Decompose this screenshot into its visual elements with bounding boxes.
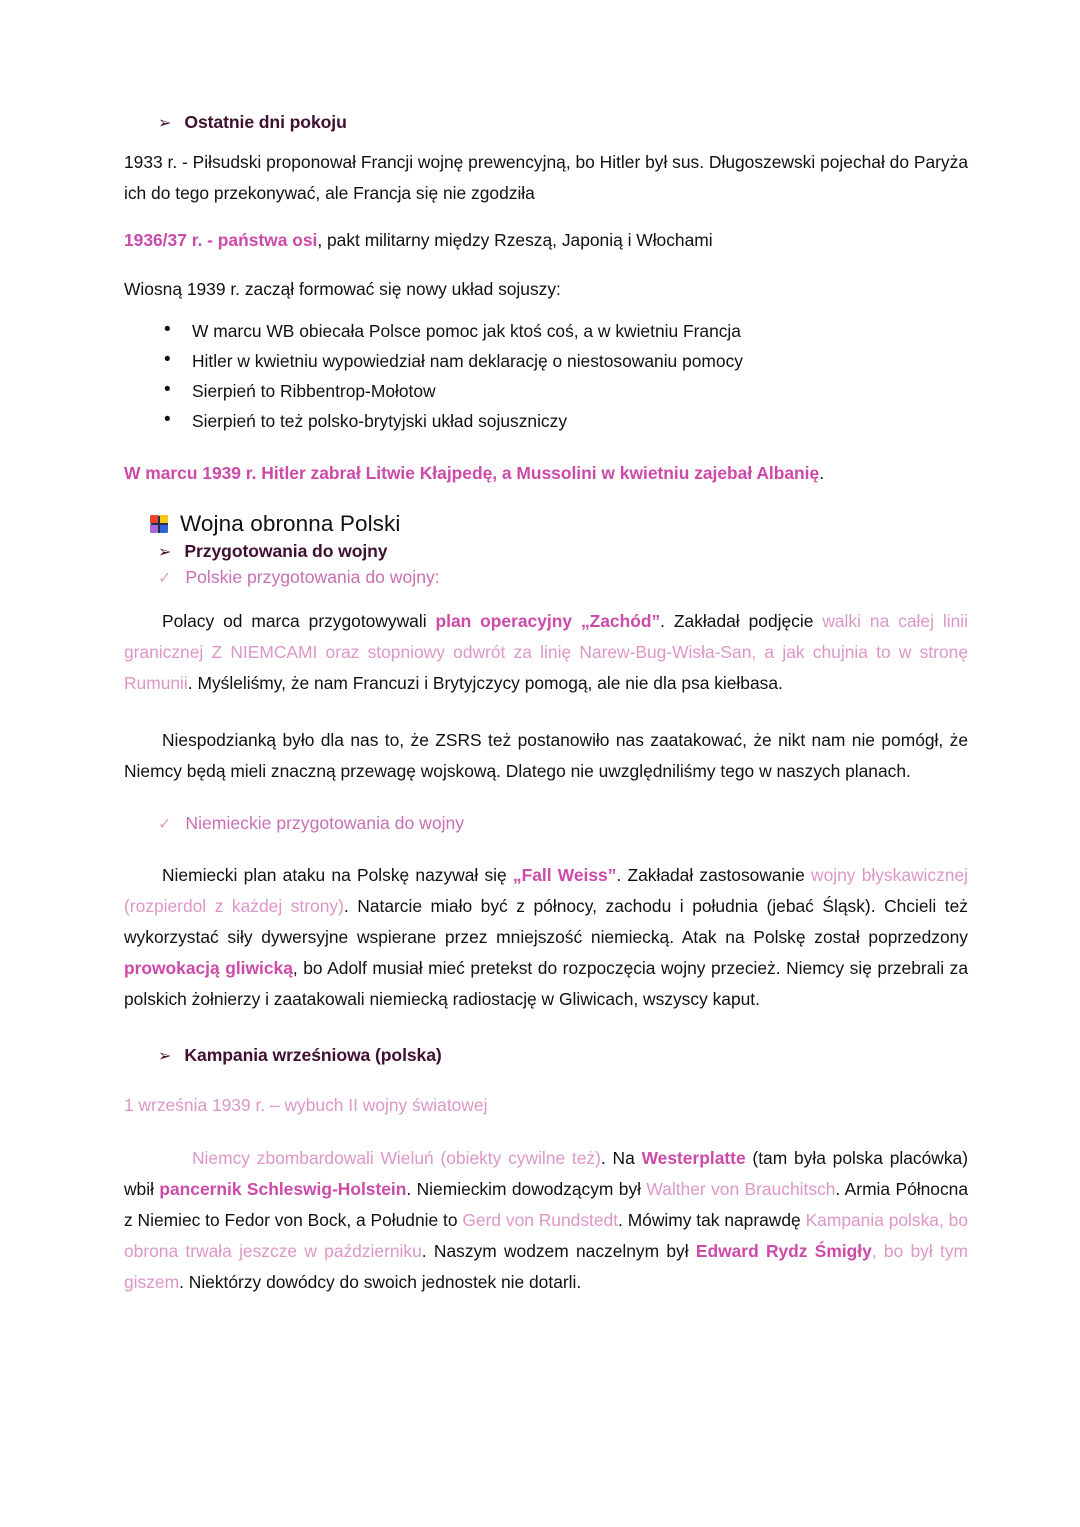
check-bullet-icon: ✓ [158,570,172,587]
highlight-soft-run: wojny błyskawicznej (rozpierdol z każdej strony) [124,865,969,916]
text-run: (tam była polska placówka) wbił [124,1148,969,1199]
list-item: • Sierpień to Ribbentrop-Mołotow [164,376,968,406]
alliance-bullet-list [124,316,968,436]
text-run: . Naszym wodzem naczelnym był [421,1241,696,1261]
paragraph-polish-preparations [124,606,968,699]
highlight-westerplatte: Westerplatte [641,1148,746,1168]
paragraph-spring-intro: Wiosną 1939 r. zaczął formować się nowy układ sojuszy: [124,279,561,299]
highlight-soft-run: walki na całej linii granicznej Z NIEMCAMI oraz stopniowy odwrót za linię Narew-Bug-Wisła-San, a jak chujnia to w stronę Rumunii [124,611,968,693]
heading-label: Kampania wrześniowa (polska) [184,1045,442,1065]
highlight-plan-zachod: plan operacyjny „Zachód” [435,611,661,631]
heading-german-preparations [158,813,968,834]
arrow-bullet-icon: ➢ [158,1048,172,1065]
paragraph-campaign-body [124,1143,968,1298]
text-run: . Na [600,1148,642,1168]
heading-label: Niemieckie przygotowania do wojny [185,813,465,833]
text-run: . Zakładał zastosowanie [616,865,812,885]
list-item: • W marcu WB obiecała Polsce pomoc jak ktoś coś, a w kwietniu Francja [164,316,968,346]
march-tail: . [819,463,825,483]
heading-label: Ostatnie dni pokoju [184,112,347,132]
highlight-gliwice-provocation: prowokacją gliwicką [124,958,293,978]
heading-last-days-of-peace [158,112,968,133]
heading-label: Polskie przygotowania do wojny: [185,567,440,587]
heading-september-campaign [158,1045,968,1066]
paragraph-surprise-zsrs: Niespodzianką było dla nas to, że ZSRS też postanowiło nas zaatakować, że nikt nam nie pomógł, że Niemcy będą mieli znaczną przewagę wojskową. Dlatego nie uwzględniliśmy tego w naszych planach. [124,730,968,781]
axis-highlight: 1936/37 r. - państwa osi [124,230,318,250]
line-march-1939 [124,458,968,489]
text-run: . Niektórzy dowódcy do swoich jednostek nie dotarli. [179,1272,582,1292]
highlight-soft-tail: , bo był tym giszem [124,1241,969,1292]
check-bullet-icon: ✓ [158,816,172,833]
text-run: , bo Adolf musiał mieć pretekst do rozpoczęcia wojny przecież. Niemcy się przebrali za polskich żołnierzy i zaatakowali niemiecką radiostację w Gliwicach, wszyscy kaput. [124,958,968,1009]
heading-war-preparations [158,541,968,562]
heading-defensive-war [150,511,968,537]
text-run: . Myśleliśmy, że nam Francuzi i Brytyjczycy pomogą, ale nie dla psa kiełbasa. [187,673,783,693]
text-run: . Natarcie miało być z północy, zachodu i południa (jebać Śląsk). Chcieli też wykorzystać siły dywersyjne wspierane przez mniejszość niemiecką. Atak na Polskę został poprzedzony [124,896,969,947]
list-item: • Hitler w kwietniu wypowiedział nam deklarację o niestosowaniu pomocy [164,346,968,376]
text-run: . Zakładał podjęcie [660,611,823,631]
highlight-rundstedt: Gerd von Rundstedt [462,1210,619,1230]
text-run: Polacy od marca przygotowywali [162,611,436,631]
arrow-bullet-icon: ➢ [158,115,172,132]
highlight-brauchitsch: Walther von Brauchitsch [646,1179,836,1199]
heading-label: Wojna obronna Polski [180,511,401,536]
march-highlight: W marcu 1939 r. Hitler zabrał Litwie Kłajpedę, a Mussolini w kwietniu zajebał Albanię [124,463,820,483]
highlight-schleswig-holstein: pancernik Schleswig-Holstein [159,1179,407,1199]
heading-label: Przygotowania do wojny [184,541,388,561]
highlight-wielun-bombing: Niemcy zbombardowali Wieluń (obiekty cywilne też) [192,1148,601,1168]
paragraph-german-plan [124,860,968,1015]
text-run: . Mówimy tak naprawdę [618,1210,806,1230]
list-item: • Sierpień to też polsko-brytyjski układ sojuszniczy [164,406,968,436]
axis-rest: , pakt militarny między Rzeszą, Japonią i Włochami [317,230,713,250]
highlight-fall-weiss: „Fall Weiss” [512,865,617,885]
line-axis-powers [124,225,968,256]
highlight-polish-campaign: Kampania polska, bo obrona trwała jeszcze w październiku [124,1210,968,1261]
text-run: Niemiecki plan ataku na Polskę nazywał się [162,865,513,885]
pinwheel-plus-icon [150,515,169,534]
line-outbreak-date: 1 września 1939 r. – wybuch II wojny światowej [124,1095,488,1115]
arrow-bullet-icon: ➢ [158,544,172,561]
highlight-rydz-smigly: Edward Rydz Śmigły [695,1241,872,1261]
text-run: . Niemieckim dowodzącym był [406,1179,647,1199]
text-run: . Armia Północna z Niemiec to Fedor von Bock, a Południe to [124,1179,969,1230]
paragraph-1933: 1933 r. - Piłsudski proponował Francji wojnę prewencyjną, bo Hitler był sus. Długoszewski pojechał do Paryża ich do tego przekonywać, ale Francja się nie zgodziła [124,152,968,203]
heading-polish-preparations [158,567,968,588]
